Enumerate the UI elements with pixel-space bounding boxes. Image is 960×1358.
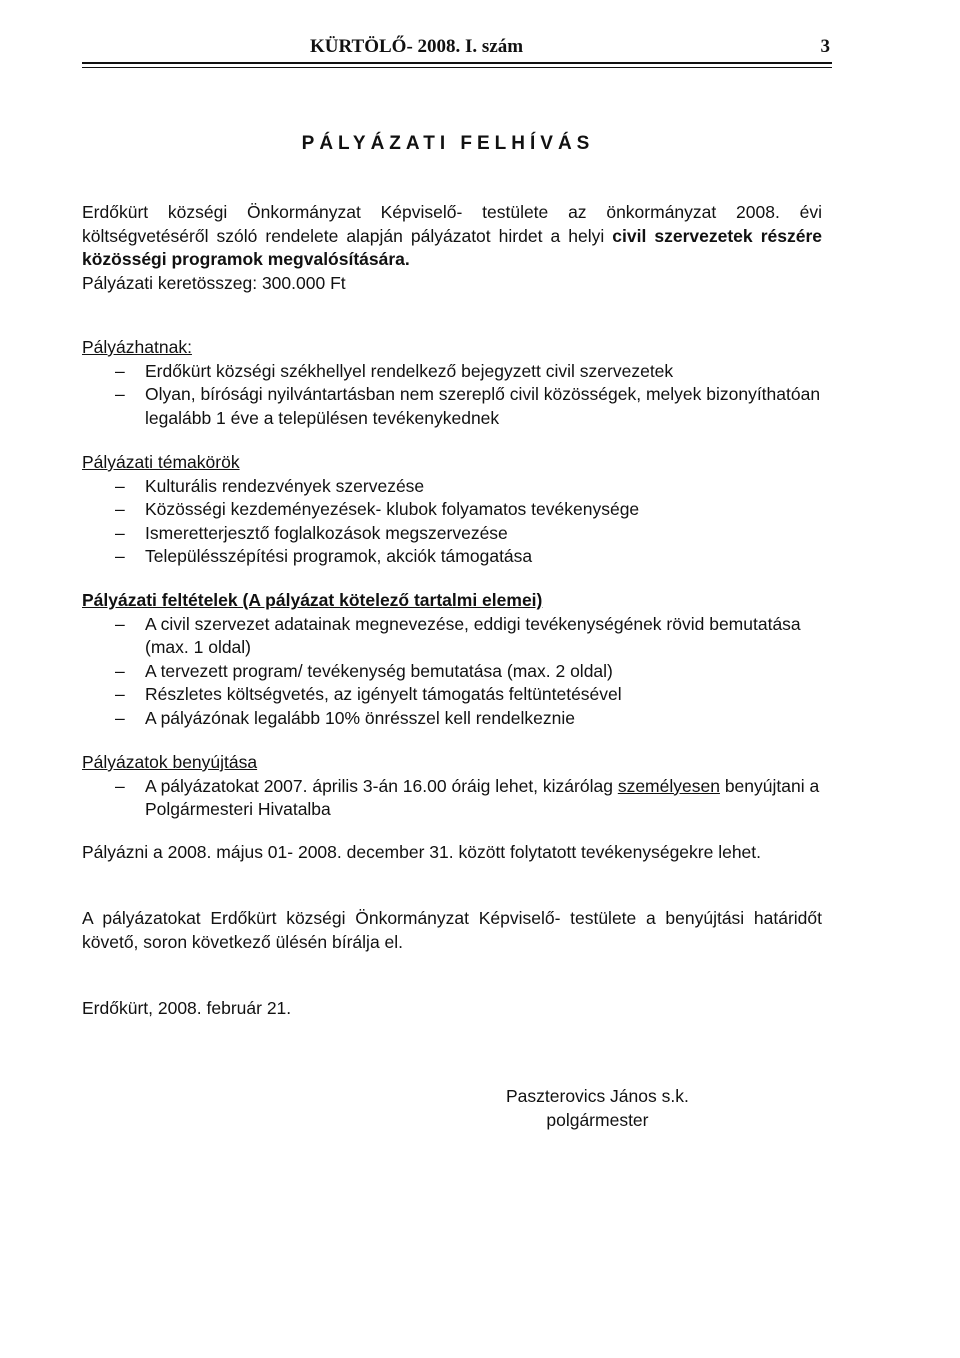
topics-section xyxy=(82,451,822,569)
intro-text-bold: civil szervezetek részére közösségi programok megvalósítására. xyxy=(82,225,822,269)
list-item: – Kulturális rendezvények szervezése xyxy=(82,475,822,499)
budget-line: Pályázati keretösszeg: 300.000 Ft xyxy=(82,272,346,293)
signer-name: Paszterovics János s.k. xyxy=(506,1086,689,1106)
page-number: 3 xyxy=(820,36,830,57)
list-item: – Olyan, bírósági nyilvántartásban nem szereplő civil közösségek, melyek bizonyíthatóan legalább 1 éve a településen tevékenykednek xyxy=(82,383,822,430)
topics-heading: Pályázati témakörök xyxy=(82,452,240,472)
list-item: – Ismeretterjesztő foglalkozások megszervezése xyxy=(82,522,822,546)
intro-text-plain: Erdőkürt községi Önkormányzat Képviselő- testülete az önkormányzat 2008. évi költségvetéséről szóló rendelete alapján pályázatot hirdet a helyi xyxy=(82,202,822,246)
list-item: – Részletes költségvetés, az igényelt támogatás feltüntetésével xyxy=(82,683,822,707)
period-paragraph: Pályázni a 2008. május 01- 2008. december 31. között folytatott tevékenységekre lehet. xyxy=(82,842,762,862)
list-item xyxy=(82,775,822,822)
list-item: – Erdőkürt községi székhellyel rendelkező bejegyzett civil szervezetek xyxy=(82,360,822,384)
submission-section xyxy=(82,751,822,822)
list-item: – A tervezett program/ tevékenység bemutatása (max. 2 oldal) xyxy=(82,660,822,684)
signature-block xyxy=(506,1085,689,1132)
submission-list xyxy=(82,775,822,822)
decision-paragraph: A pályázatokat Erdőkürt községi Önkormányzat Képviselő- testülete a benyújtási határidőt követő, soron következő ülésén bírálja el. xyxy=(82,908,822,952)
list-item: – Közösségi kezdeményezések- klubok folyamatos tevékenysége xyxy=(82,498,822,522)
intro-text xyxy=(82,201,822,272)
intro-paragraph xyxy=(82,201,822,295)
header-rule-thick xyxy=(82,62,832,64)
signer-role: polgármester xyxy=(546,1109,649,1130)
eligible-list xyxy=(82,360,822,431)
place-date: Erdőkürt, 2008. február 21. xyxy=(82,998,292,1018)
header-rule-thin xyxy=(82,67,832,68)
submission-text-underlined: személyesen xyxy=(617,775,720,796)
list-item: – Településszépítési programok, akciók támogatása xyxy=(82,545,822,569)
eligible-section xyxy=(82,336,822,430)
conditions-section xyxy=(82,589,822,730)
list-item: – A civil szervezet adatainak megnevezése, eddigi tevékenységének rövid bemutatása (max. 1 oldal) xyxy=(82,613,822,660)
topics-list xyxy=(82,475,822,569)
conditions-heading: Pályázati feltételek (A pályázat kötelező tartalmi elemei) xyxy=(82,590,543,610)
conditions-list xyxy=(82,613,822,731)
document-title: PÁLYÁZATI FELHÍVÁS xyxy=(301,133,595,154)
submission-text-a: A pályázatokat 2007. április 3-án 16.00 óráig lehet, kizárólag xyxy=(145,775,618,796)
eligible-heading: Pályázhatnak: xyxy=(82,337,192,357)
submission-heading: Pályázatok benyújtása xyxy=(82,752,258,772)
list-item: – A pályázónak legalább 10% önrésszel kell rendelkeznie xyxy=(82,707,822,731)
submission-text-b: benyújtani a Polgármesteri Hivatalba xyxy=(145,775,820,819)
publication-title: KÜRTÖLŐ- 2008. I. szám xyxy=(310,36,524,57)
